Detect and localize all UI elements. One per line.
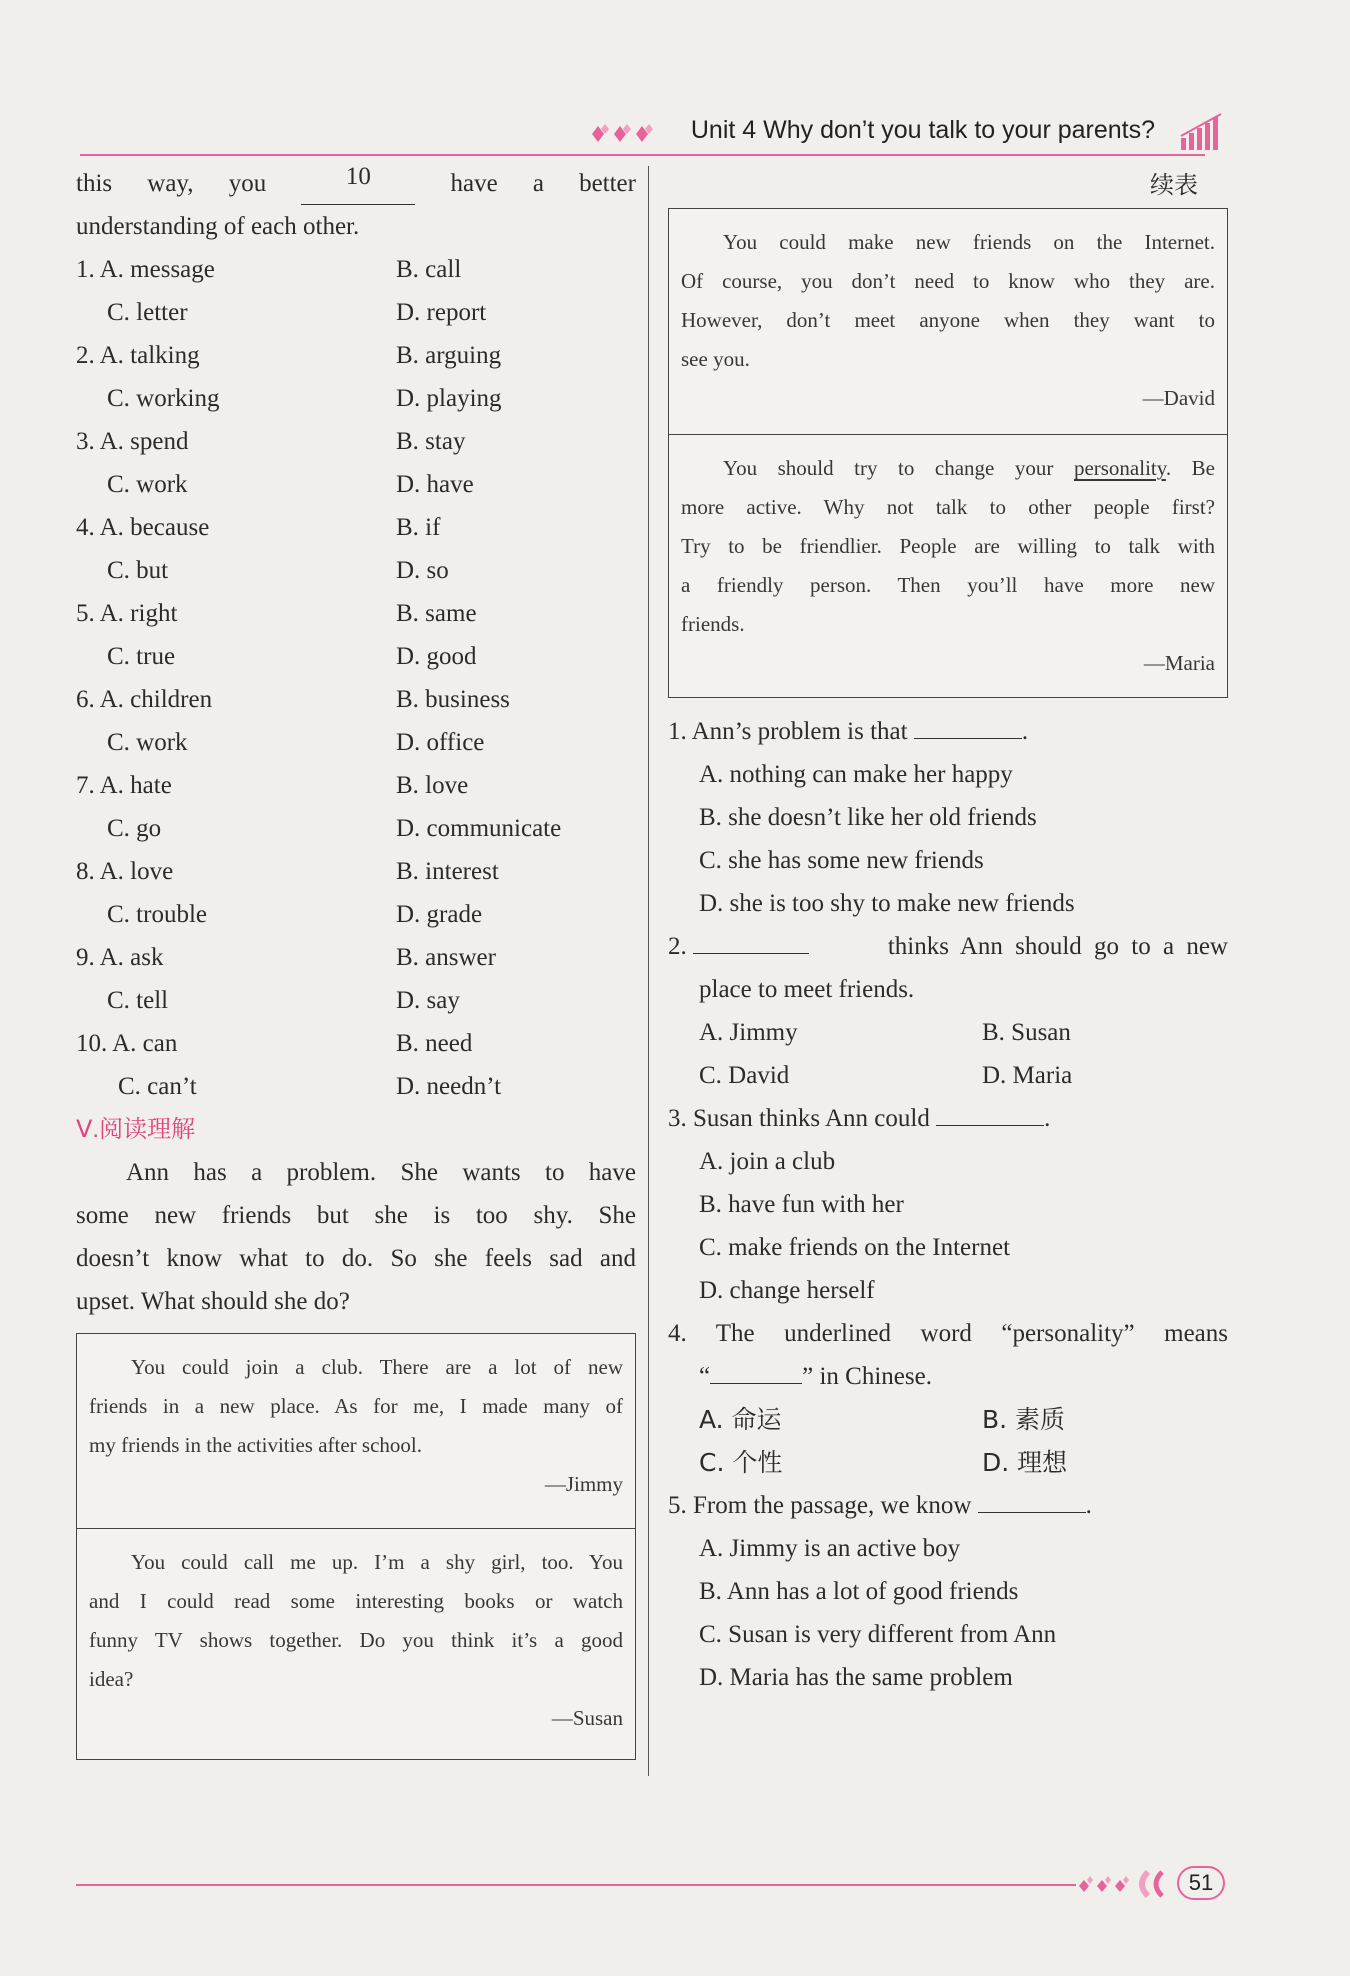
option-4d[interactable]: D. so — [396, 557, 449, 584]
answer-blank-10[interactable]: 10 — [301, 162, 415, 205]
section-title-reading: Ⅴ.阅读理解 — [76, 1116, 196, 1143]
q1-option-c[interactable]: C. she has some new friends — [699, 847, 984, 874]
signature-maria: —Maria — [1143, 651, 1215, 675]
intro-line-2: understanding of each other. — [76, 213, 360, 240]
question-2-row2 — [76, 377, 636, 420]
passage-line: Ann has a problem. She wants to have — [126, 1159, 636, 1186]
option-8c[interactable]: C. trouble — [107, 901, 207, 928]
option-4b[interactable]: B. if — [396, 514, 441, 541]
option-2a[interactable]: A. talking — [99, 342, 200, 369]
signature-david: —David — [1142, 386, 1215, 410]
option-3a[interactable]: A. spend — [99, 428, 189, 455]
question-9-row2 — [76, 979, 636, 1022]
answer-blank-q3[interactable] — [936, 1125, 1044, 1126]
question-5: 5. A. right B. same — [76, 592, 636, 635]
option-10d[interactable]: D. needn’t — [396, 1073, 502, 1100]
passage-line: doesn’t know what to do. So she feels sad and — [76, 1245, 636, 1272]
reading-passage — [76, 1151, 636, 1323]
letter-jimmy: You could join a club. There are a lot of new friends in a new place. As for me, I made many of my friends in the activities after school. —Jimmy — [77, 1334, 635, 1528]
right-column — [668, 162, 1228, 1699]
q3-option-c[interactable]: C. make friends on the Internet — [699, 1234, 1011, 1261]
signature-jimmy: —Jimmy — [544, 1472, 623, 1496]
q2-option-a[interactable]: A. Jimmy — [699, 1019, 798, 1046]
answer-blank-q4[interactable] — [710, 1383, 802, 1384]
option-4a[interactable]: A. because — [99, 514, 210, 541]
unit-title: Unit 4 Why don’t you talk to your parents? — [690, 116, 1155, 144]
q1-option-d[interactable]: D. she is too shy to make new friends — [699, 890, 1075, 917]
option-9a[interactable]: A. ask — [99, 944, 164, 971]
question-1-row2 — [76, 291, 636, 334]
option-6b[interactable]: B. business — [396, 686, 510, 713]
question-3-row2 — [76, 463, 636, 506]
reading-question-1: 1. Ann’s problem is that . — [668, 718, 1029, 745]
reading-question-2: 2. thinks Ann should go to a new — [668, 933, 1228, 960]
option-1a[interactable]: A. message — [99, 256, 215, 283]
q5-option-a[interactable]: A. Jimmy is an active boy — [699, 1535, 961, 1562]
option-1b[interactable]: B. call — [396, 256, 462, 283]
q5-option-d[interactable]: D. Maria has the same problem — [699, 1664, 1013, 1691]
option-9b[interactable]: B. answer — [396, 944, 496, 971]
question-5-row2 — [76, 635, 636, 678]
q2-option-b[interactable]: B. Susan — [982, 1019, 1071, 1046]
q2-stem-line2: place to meet friends. — [699, 976, 915, 1003]
letter-david: You could make new friends on the Internet. Of course, you don’t need to know who they are. However, don’t meet anyone when they want to see you. —David — [669, 209, 1227, 434]
q2-options-row2 — [668, 1054, 1228, 1097]
q4-options-row1 — [668, 1398, 1228, 1441]
page-number: 51 — [1188, 1870, 1214, 1895]
question-8: 8. A. love B. interest — [76, 850, 636, 893]
diamond-ornament-icon — [590, 122, 660, 146]
question-4-row2 — [76, 549, 636, 592]
q5-option-c[interactable]: C. Susan is very different from Ann — [699, 1621, 1057, 1648]
q1-option-b[interactable]: B. she doesn’t like her old friends — [699, 804, 1037, 831]
question-10-row2 — [76, 1065, 636, 1108]
q5-option-b[interactable]: B. Ann has a lot of good friends — [699, 1578, 1019, 1605]
option-6a[interactable]: A. children — [99, 686, 213, 713]
question-6: 6. A. children B. business — [76, 678, 636, 721]
question-6-row2 — [76, 721, 636, 764]
question-10: 10. A. can B. need — [76, 1022, 636, 1065]
letters-box-right — [668, 208, 1228, 698]
passage-line: upset. What should she do? — [76, 1288, 350, 1315]
option-5c[interactable]: C. true — [107, 643, 176, 670]
option-7a[interactable]: A. hate — [99, 772, 172, 799]
reading-question-4: 4. The underlined word “personality” means — [668, 1320, 1228, 1347]
option-7d[interactable]: D. communicate — [396, 815, 562, 842]
option-5b[interactable]: B. same — [396, 600, 477, 627]
q2-option-c[interactable]: C. David — [699, 1062, 790, 1089]
cloze-options — [76, 248, 636, 1108]
option-9d[interactable]: D. say — [396, 987, 460, 1014]
option-5d[interactable]: D. good — [396, 643, 477, 670]
option-8a[interactable]: A. love — [99, 858, 174, 885]
header-rule — [80, 154, 1205, 156]
option-7c[interactable]: C. go — [107, 815, 162, 842]
question-4: 4. A. because B. if — [76, 506, 636, 549]
option-10c[interactable]: C. can’t — [118, 1073, 197, 1100]
option-2c[interactable]: C. working — [107, 385, 220, 412]
question-9: 9. A. ask B. answer — [76, 936, 636, 979]
q3-option-b[interactable]: B. have fun with her — [699, 1191, 904, 1218]
q2-options-row1 — [668, 1011, 1228, 1054]
question-3: 3. A. spend B. stay — [76, 420, 636, 463]
q4-options-row2 — [668, 1441, 1228, 1484]
q4-option-d[interactable]: D. 理想 — [982, 1448, 1068, 1477]
option-5a[interactable]: A. right — [99, 600, 178, 627]
q2-option-d[interactable]: D. Maria — [982, 1062, 1073, 1089]
option-2b[interactable]: B. arguing — [396, 342, 502, 369]
option-8b[interactable]: B. interest — [396, 858, 499, 885]
option-1d[interactable]: D. report — [396, 299, 487, 326]
q1-option-a[interactable]: A. nothing can make her happy — [699, 761, 1013, 788]
question-8-row2 — [76, 893, 636, 936]
continued-label: 续表 — [1150, 171, 1198, 199]
option-3d[interactable]: D. have — [396, 471, 474, 498]
q3-option-a[interactable]: A. join a club — [699, 1148, 836, 1175]
intro-line-1: this way, you 10 have a better — [76, 162, 636, 205]
letter-susan: You could call me up. I’m a shy girl, too. You and I could read some interesting books or watch funny TV shows together. Do you think it’s a good idea? —Susan — [77, 1528, 635, 1759]
q3-option-d[interactable]: D. change herself — [699, 1277, 875, 1304]
option-7b[interactable]: B. love — [396, 772, 469, 799]
option-10b[interactable]: B. need — [396, 1030, 473, 1057]
letters-box-left — [76, 1333, 636, 1760]
reading-question-5: 5. From the passage, we know . — [668, 1492, 1092, 1519]
q4-option-b[interactable]: B. 素质 — [982, 1405, 1066, 1434]
footer-rule — [76, 1884, 1076, 1886]
question-1: 1. A. message B. call — [76, 248, 636, 291]
letter-maria: You should try to change your personality. Be more active. Why not talk to other people first? Try to be friendlier. People are willing to talk with a friendly person. Then you’ll have more new friends. —Maria — [669, 434, 1227, 697]
option-3c[interactable]: C. work — [107, 471, 188, 498]
option-4c[interactable]: C. but — [107, 557, 169, 584]
option-8d[interactable]: D. grade — [396, 901, 483, 928]
page-header — [80, 112, 1225, 156]
question-7-row2 — [76, 807, 636, 850]
question-7: 7. A. hate B. love — [76, 764, 636, 807]
passage-line: some new friends but she is too shy. She — [76, 1202, 636, 1229]
option-6d[interactable]: D. office — [396, 729, 485, 756]
reading-question-3: 3. Susan thinks Ann could . — [668, 1105, 1051, 1132]
underlined-word-personality: personality — [1073, 456, 1166, 480]
option-1c[interactable]: C. letter — [107, 299, 188, 326]
bar-graph-icon — [1179, 112, 1225, 152]
q4-option-c[interactable]: C. 个性 — [699, 1448, 783, 1477]
q4-stem-line2: “ ” in Chinese. — [699, 1363, 932, 1390]
q4-option-a[interactable]: A. 命运 — [699, 1405, 782, 1434]
option-3b[interactable]: B. stay — [396, 428, 466, 455]
option-6c[interactable]: C. work — [107, 729, 188, 756]
answer-blank-q2[interactable] — [693, 953, 809, 954]
answer-blank-q1[interactable] — [914, 738, 1022, 739]
option-9c[interactable]: C. tell — [107, 987, 169, 1014]
answer-blank-q5[interactable] — [978, 1512, 1086, 1513]
signature-susan: —Susan — [551, 1706, 623, 1730]
option-10a[interactable]: A. can — [112, 1030, 178, 1057]
option-2d[interactable]: D. playing — [396, 385, 502, 412]
column-divider — [648, 166, 649, 1776]
question-2: 2. A. talking B. arguing — [76, 334, 636, 377]
left-column — [76, 162, 636, 1760]
